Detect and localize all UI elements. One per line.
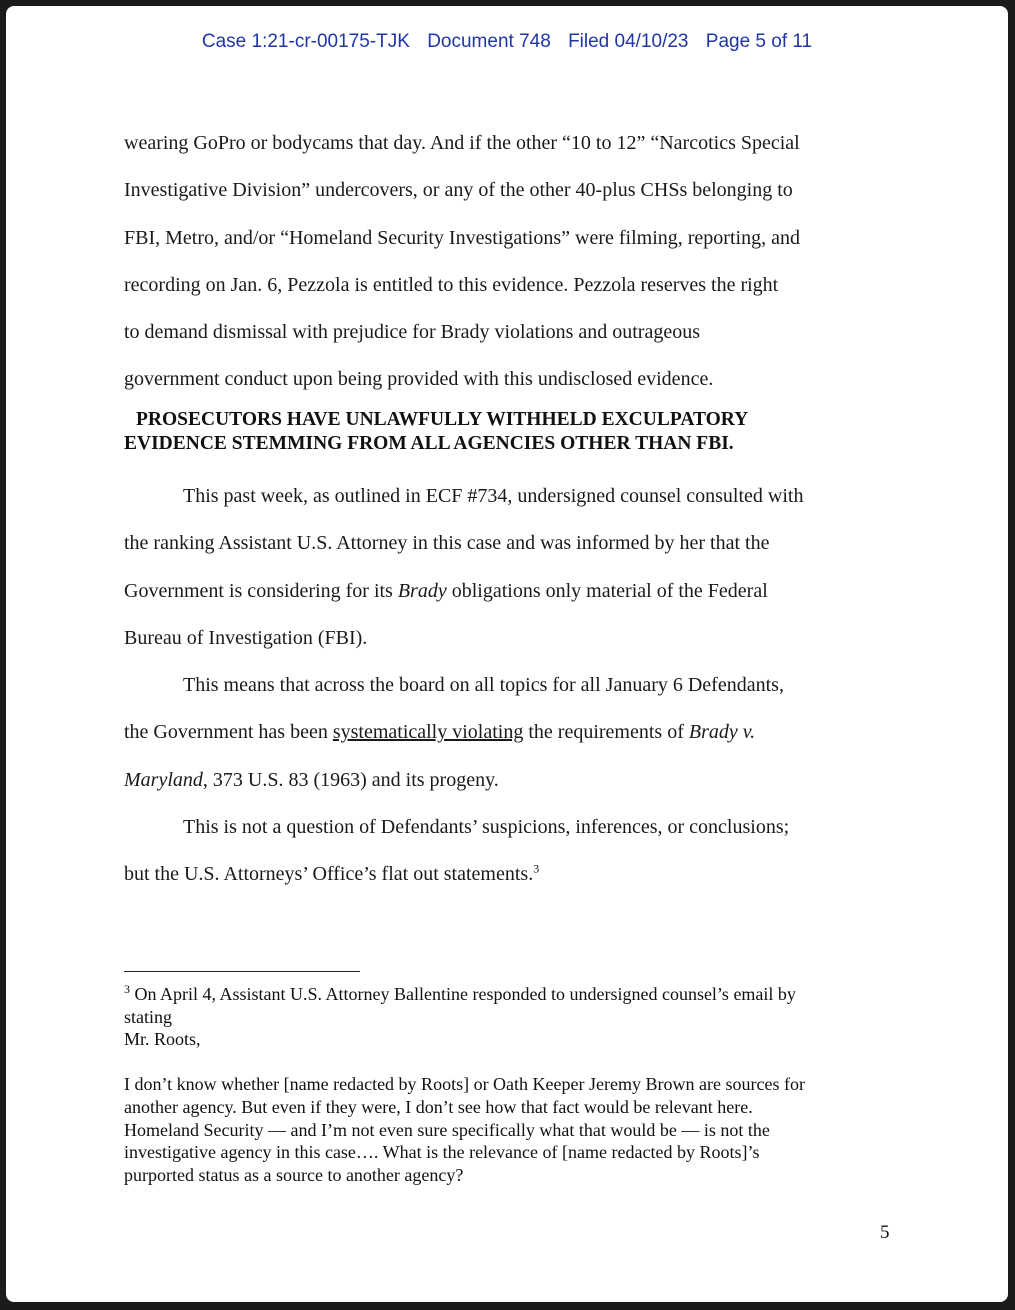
footnote-reference[interactable]: 3 [533,861,540,876]
footnote-3 [124,983,884,1187]
footnote-line: Mr. Roots, [124,1029,201,1050]
text-line: recording on Jan. 6, Pezzola is entitled to this evidence. Pezzola reserves the right [124,273,779,296]
spacer [124,1051,884,1073]
text-line: government conduct upon being provided with this undisclosed evidence. [124,368,714,391]
footnote-divider [124,971,360,972]
paragraph-4 [124,804,904,899]
text-line: This is not a question of Defendants’ suspicions, inferences, or conclusions; [183,816,790,838]
text-line [124,851,904,898]
text-run: Government is considering for its [124,579,398,602]
text-line [124,568,904,615]
text-run: the requirements of [523,721,689,744]
footnote-quote-line: purported status as a source to another agency? [124,1164,464,1185]
case-name-italic: Brady [397,579,447,602]
page-number: 5 [880,1222,890,1243]
text-line: to demand dismissal with prejudice for Brady violations and outrageous [124,321,700,344]
text-run: On April 4, Assistant U.S. Attorney Ballentine responded to undersigned counsel’s email by [130,984,796,1004]
footnote-line [124,983,884,1006]
footnote-quote-line: I don’t know whether [name redacted by Roots] or Oath Keeper Jeremy Brown are sources for [124,1074,805,1095]
case-name-italic: Brady v. [688,721,756,744]
page-indicator: Page 5 of 11 [705,31,813,52]
footnote-quote-line: investigative agency in this case…. What is the relevance of [name redacted by Roots]’s [124,1142,760,1163]
text-line: Investigative Division” undercovers, or any of the other 40-plus CHSs belonging to [124,179,793,202]
case-number: Case 1:21-cr-00175-TJK [201,31,410,52]
heading-line-2: EVIDENCE STEMMING FROM ALL AGENCIES OTHER THAN FBI. [124,433,734,454]
footnote-quote-line: Homeland Security — and I’m not even sure specifically what that would be — is not the [124,1119,770,1140]
paragraph-1 [124,120,904,404]
section-heading [124,408,904,456]
paragraph-3 [124,662,904,804]
text-line: This means that across the board on all topics for all January 6 Defendants, [183,674,784,696]
document-number: Document 748 [427,31,551,52]
text-run: , 373 U.S. 83 (1963) and its progeny. [202,768,499,791]
text-line: Bureau of Investigation (FBI). [124,626,368,649]
text-run: obligations only material of the Federal [446,579,768,602]
footnote-line: stating [124,1006,172,1027]
text-line: This past week, as outlined in ECF #734, undersigned counsel consulted with [183,485,804,507]
text-line: FBI, Metro, and/or “Homeland Security Investigations” were filming, reporting, and [124,226,800,249]
filing-header [6,31,1008,53]
text-line [124,709,904,756]
text-run: but the U.S. Attorneys’ Office’s flat out statements. [124,863,534,886]
document-page [6,6,1008,1302]
text-run: the Government has been [124,721,333,744]
text-line: wearing GoPro or bodycams that day. And if the other “10 to 12” “Narcotics Special [124,132,800,154]
paragraph-2 [124,473,904,662]
case-name-italic: Maryland [124,768,203,791]
footnote-marker: 3 [124,982,130,996]
filed-date: Filed 04/10/23 [568,31,689,52]
footnote-quote-line: another agency. But even if they were, I don’t see how that fact would be relevant here. [124,1096,753,1117]
heading-line-1: PROSECUTORS HAVE UNLAWFULLY WITHHELD EXCULPATORY [136,409,749,430]
underlined-phrase: systematically violating [332,721,524,744]
text-line: the ranking Assistant U.S. Attorney in this case and was informed by her that the [124,532,770,555]
text-line [124,757,904,804]
